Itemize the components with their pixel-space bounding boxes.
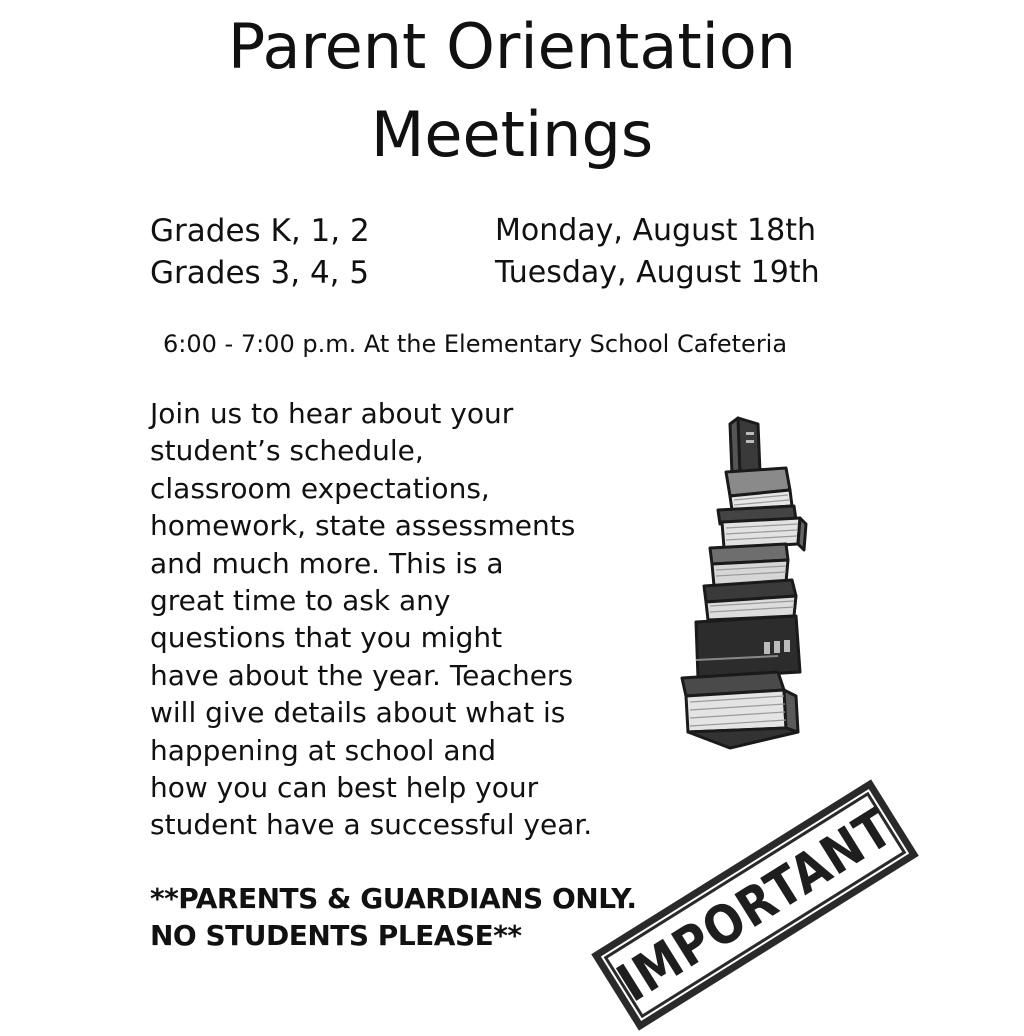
description-line: homework, state assessments xyxy=(150,509,576,543)
description-line: have about the year. Teachers xyxy=(150,658,574,692)
description-line: student’s schedule, xyxy=(150,434,424,468)
description-line: Join us to hear about your xyxy=(150,397,514,430)
description-line: will give details about what is xyxy=(150,696,566,730)
schedule-grades-row-1: Grades K, 1, 2 xyxy=(150,213,370,249)
schedule-date-row-2: Tuesday, August 19th xyxy=(495,255,820,290)
notice-line-2: NO STUDENTS PLEASE** xyxy=(150,919,522,952)
description-line: great time to ask any xyxy=(150,584,451,618)
description-line: and much more. This is a xyxy=(150,546,504,580)
parents-only-notice xyxy=(150,880,636,954)
time-location: 6:00 - 7:00 p.m. At the Elementary School Cafeteria xyxy=(163,330,788,358)
notice-line-1: **PARENTS & GUARDIANS ONLY. xyxy=(150,882,637,915)
description-line: student have a successful year. xyxy=(150,808,593,842)
description-line: classroom expectations, xyxy=(150,471,490,505)
stamp-label: IMPORTANT xyxy=(606,796,904,1014)
description-line: happening at school and xyxy=(150,733,497,767)
stack-of-books-icon xyxy=(660,410,820,760)
description xyxy=(150,395,650,844)
description-line: how you can best help your xyxy=(150,771,539,805)
schedule-date-row-1: Monday, August 18th xyxy=(495,213,816,248)
schedule-grades-row-2: Grades 3, 4, 5 xyxy=(150,255,370,291)
description-line: questions that you might xyxy=(150,621,503,655)
page-title-line-2: Meetings xyxy=(370,98,654,171)
page-title-line-1: Parent Orientation xyxy=(227,10,797,83)
